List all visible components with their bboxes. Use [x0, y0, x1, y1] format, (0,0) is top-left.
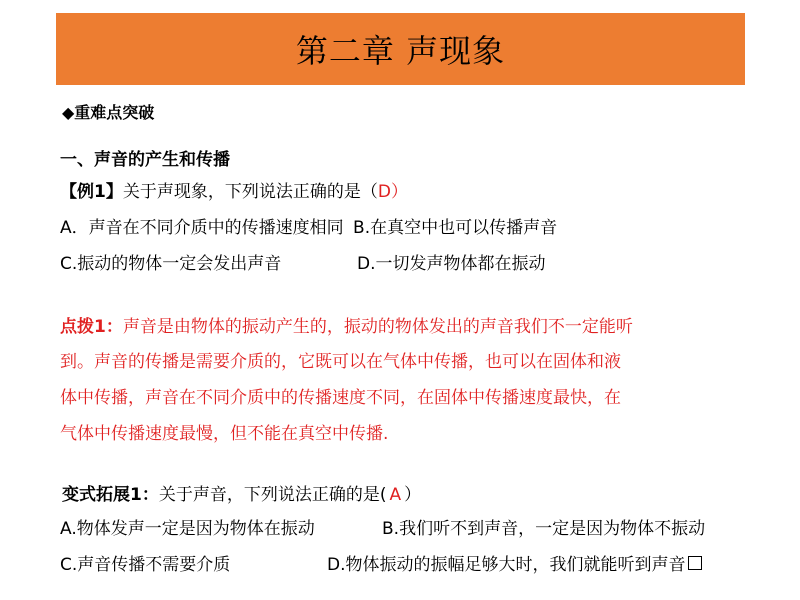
section-marker: ◆重难点突破: [62, 103, 155, 122]
example-1-label: 【例1】: [60, 182, 123, 202]
example-1-text: 关于声现象，下列说法正确的是（: [122, 182, 378, 202]
extension-1-close: ）: [404, 485, 422, 505]
extension-1-option-d: D.物体振动的振幅足够大时，我们就能听到声音: [327, 550, 702, 575]
hint-1-line-4: 气体中传播速度最慢，但不能在真空中传播.: [60, 424, 389, 444]
extension-1-option-b: B.我们听不到声音，一定是因为物体不振动: [382, 519, 706, 539]
extension-1-options-ab: [60, 514, 706, 539]
extension-1-question: [62, 480, 421, 505]
example-1-option-b: B.在真空中也可以传播声音: [353, 218, 558, 238]
hint-1-label: 点拨1：: [60, 317, 123, 337]
extension-1-option-a: A.物体发声一定是因为物体在振动: [60, 519, 315, 539]
example-1-question: [60, 177, 408, 202]
extension-1-option-c: C.声音传播不需要介质: [60, 555, 231, 575]
page-title: 第二章 声现象: [295, 32, 506, 70]
example-1-options-ab: [60, 213, 557, 238]
extension-1-text: 关于声音，下列说法正确的是(: [158, 485, 387, 505]
extension-1-answer: A: [389, 485, 402, 505]
hint-1-line-2: 到。声音的传播是需要介质的，它既可以在气体中传播，也可以在固体和液: [60, 352, 621, 372]
example-1-options-cd: [60, 249, 546, 274]
hint-1-line-3: 体中传播，声音在不同介质中的传播速度不同，在固体中传播速度最快，在: [60, 388, 621, 408]
example-1-answer: D: [377, 182, 391, 202]
extension-1-label: 变式拓展1：: [62, 485, 159, 505]
heading-sound-production: 一、声音的产生和传播: [60, 150, 230, 170]
example-1-option-a: A．声音在不同介质中的传播速度相同: [60, 218, 344, 238]
checkbox-icon: [688, 556, 702, 570]
hint-1-line-1: 点拨1：声音是由物体的振动产生的，振动的物体发出的声音我们不一定能听: [60, 317, 633, 337]
extension-1-options-cd: [60, 550, 686, 575]
title-banner: [56, 13, 745, 85]
example-1-option-d: D.一切发声物体都在振动: [357, 254, 546, 274]
example-1-option-c: C.振动的物体一定会发出声音: [60, 254, 282, 274]
example-1-close: ）: [390, 182, 408, 202]
